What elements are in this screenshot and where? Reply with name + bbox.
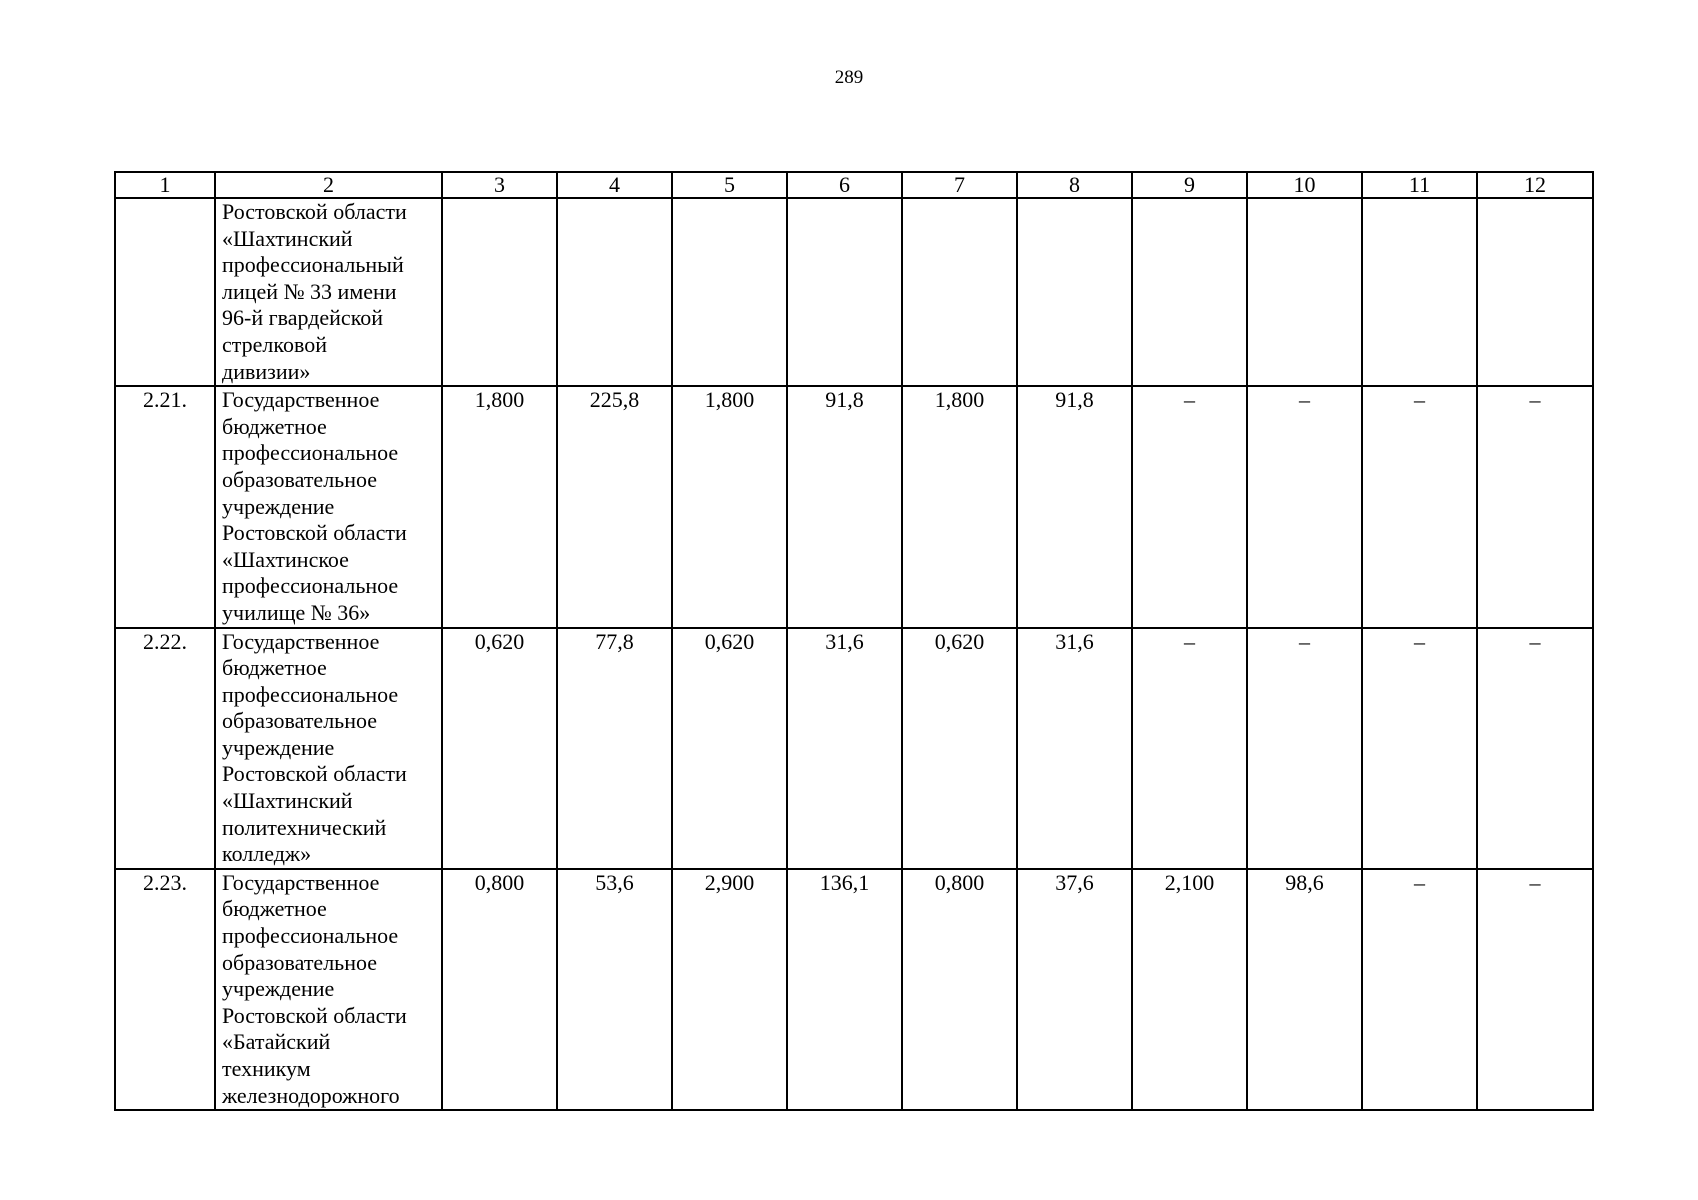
- table-cell: –: [1247, 386, 1362, 627]
- table-cell: [1132, 198, 1247, 386]
- table-cell: 1,800: [442, 386, 557, 627]
- column-header: 11: [1362, 172, 1477, 198]
- column-header: 9: [1132, 172, 1247, 198]
- table-cell: 0,620: [672, 628, 787, 869]
- table-cell: [442, 198, 557, 386]
- table-cell: –: [1477, 628, 1593, 869]
- table-cell: 31,6: [1017, 628, 1132, 869]
- table-cell: 53,6: [557, 869, 672, 1110]
- table-cell: –: [1477, 386, 1593, 627]
- column-header: 12: [1477, 172, 1593, 198]
- header-row: [115, 172, 1593, 198]
- row-number: 2.23.: [115, 869, 215, 1110]
- column-header: 6: [787, 172, 902, 198]
- table-cell: 2,900: [672, 869, 787, 1110]
- table-cell: [1247, 198, 1362, 386]
- column-header: 3: [442, 172, 557, 198]
- table-cell: 31,6: [787, 628, 902, 869]
- table-cell: 0,620: [902, 628, 1017, 869]
- table-cell: –: [1247, 628, 1362, 869]
- table-cell: –: [1362, 628, 1477, 869]
- table-cell: 2,100: [1132, 869, 1247, 1110]
- table-cell: –: [1477, 869, 1593, 1110]
- table-row: [115, 198, 1593, 386]
- data-table: [114, 171, 1594, 1111]
- table-cell: –: [1362, 869, 1477, 1110]
- table-cell: 1,800: [902, 386, 1017, 627]
- table-cell: [557, 198, 672, 386]
- table-cell: 0,620: [442, 628, 557, 869]
- table-cell: –: [1132, 386, 1247, 627]
- column-header: 4: [557, 172, 672, 198]
- table-cell: 37,6: [1017, 869, 1132, 1110]
- institution-name: Государственное бюджетное профессиональное образовательное учреждение Ростовской области «Шахтинский политехнический колледж»: [215, 628, 442, 869]
- table-cell: 225,8: [557, 386, 672, 627]
- table-cell: 0,800: [902, 869, 1017, 1110]
- row-number: 2.21.: [115, 386, 215, 627]
- table-cell: [1477, 198, 1593, 386]
- table-cell: –: [1362, 386, 1477, 627]
- table-cell: [787, 198, 902, 386]
- table-cell: –: [1132, 628, 1247, 869]
- table-cell: [902, 198, 1017, 386]
- table-cell: 91,8: [1017, 386, 1132, 627]
- column-header: 7: [902, 172, 1017, 198]
- table-cell: 77,8: [557, 628, 672, 869]
- column-header: 2: [215, 172, 442, 198]
- table-cell: 98,6: [1247, 869, 1362, 1110]
- table-row: [115, 386, 1593, 627]
- table-row: [115, 869, 1593, 1110]
- page-number: 289: [834, 67, 864, 88]
- table-cell: 0,800: [442, 869, 557, 1110]
- row-number: 2.22.: [115, 628, 215, 869]
- institution-name: Ростовской области «Шахтинский профессиональный лицей № 33 имени 96-й гвардейской стрелковой дивизии»: [215, 198, 442, 386]
- row-number: [115, 198, 215, 386]
- column-header: 8: [1017, 172, 1132, 198]
- table-cell: 91,8: [787, 386, 902, 627]
- table-cell: 136,1: [787, 869, 902, 1110]
- table-cell: [672, 198, 787, 386]
- column-header: 10: [1247, 172, 1362, 198]
- table-cell: [1362, 198, 1477, 386]
- table-cell: [1017, 198, 1132, 386]
- institution-name: Государственное бюджетное профессиональное образовательное учреждение Ростовской области «Шахтинское профессиональное училище № 36»: [215, 386, 442, 627]
- column-header: 5: [672, 172, 787, 198]
- column-header: 1: [115, 172, 215, 198]
- table-row: [115, 628, 1593, 869]
- institution-name: Государственное бюджетное профессиональное образовательное учреждение Ростовской области «Батайский техникум железнодорожного: [215, 869, 442, 1110]
- table-cell: 1,800: [672, 386, 787, 627]
